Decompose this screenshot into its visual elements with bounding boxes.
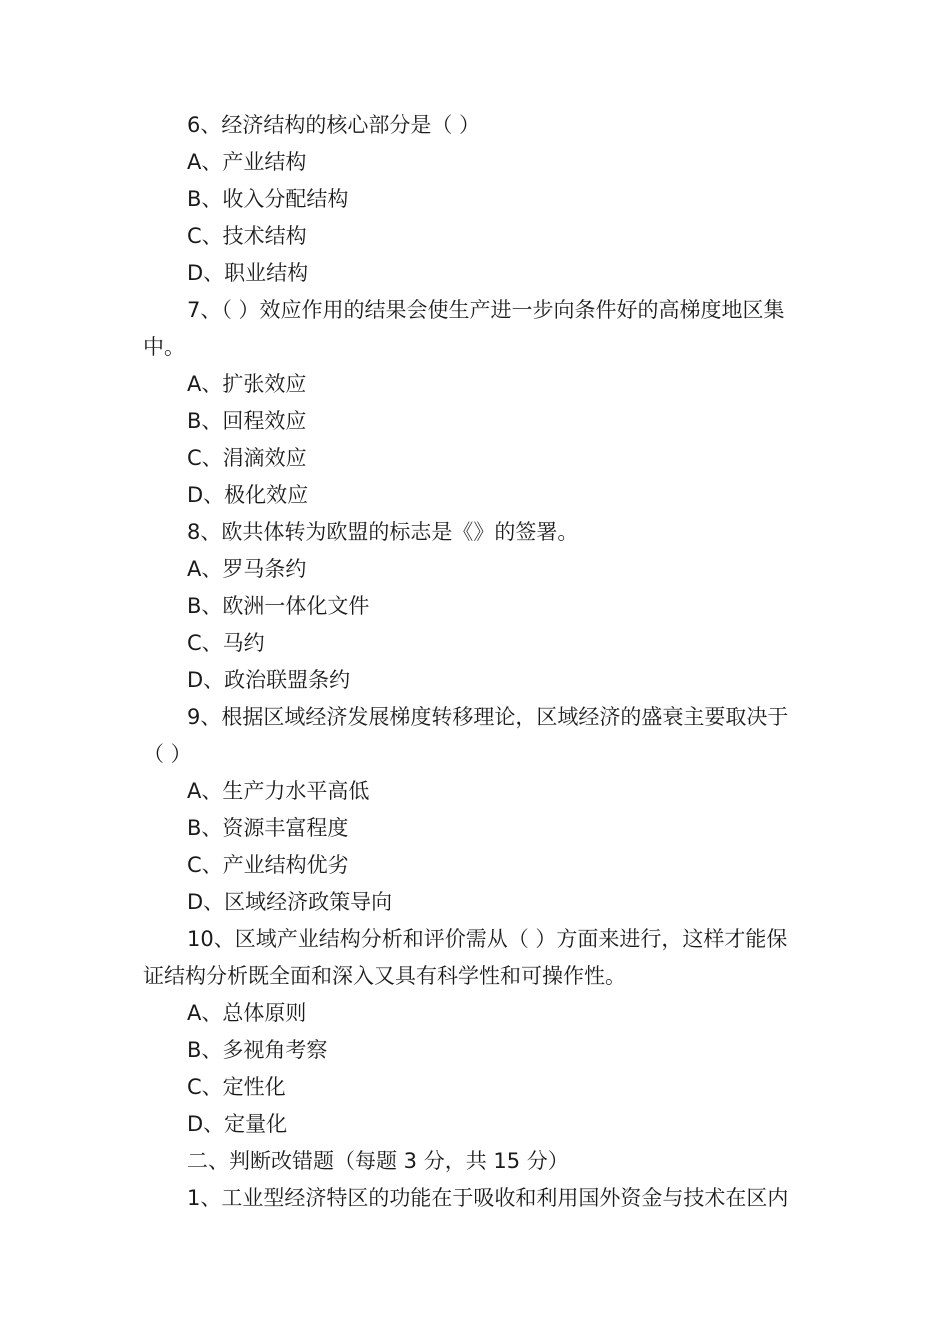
option-a: A、总体原则 (187, 1001, 307, 1025)
question-stem: 8、欧共体转为欧盟的标志是《》的签署。 (187, 520, 579, 544)
option-c: C、定性化 (187, 1075, 286, 1099)
option-c: C、技术结构 (187, 224, 307, 248)
question-stem-line1: 7、（ ）效应作用的结果会使生产进一步向条件好的高梯度地区集 (187, 298, 785, 322)
question-stem: 6、经济结构的核心部分是（ ） (187, 113, 481, 137)
section-heading: 二、判断改错题（每题 3 分，共 15 分） (187, 1149, 569, 1173)
question-6 (143, 107, 809, 292)
option-a: A、产业结构 (187, 150, 307, 174)
option-d: D、职业结构 (187, 261, 309, 285)
question-stem-line1: 10、区域产业结构分析和评价需从（ ）方面来进行，这样才能保 (187, 927, 788, 951)
option-b: B、欧洲一体化文件 (187, 594, 370, 618)
option-b: B、多视角考察 (187, 1038, 328, 1062)
option-d: D、政治联盟条约 (187, 668, 351, 692)
option-b: B、回程效应 (187, 409, 307, 433)
option-c: C、马约 (187, 631, 265, 655)
question-9 (143, 699, 809, 921)
question-stem-line1: 9、根据区域经济发展梯度转移理论，区域经济的盛衰主要取决于 (187, 705, 789, 729)
option-d: D、极化效应 (187, 483, 309, 507)
option-b: B、收入分配结构 (187, 187, 349, 211)
option-d: D、定量化 (187, 1112, 288, 1136)
question-stem-line2: （ ） (143, 742, 192, 766)
option-c: C、产业结构优劣 (187, 853, 349, 877)
question-stem-line2: 中。 (143, 335, 185, 359)
document-content (143, 107, 809, 1217)
option-a: A、扩张效应 (187, 372, 307, 396)
question-7 (143, 292, 809, 514)
question-8 (143, 514, 809, 699)
question-10 (143, 921, 809, 1143)
option-d: D、区域经济政策导向 (187, 890, 393, 914)
option-a: A、生产力水平高低 (187, 779, 370, 803)
question-stem-line2: 证结构分析既全面和深入又具有科学性和可操作性。 (143, 964, 626, 988)
true-false-question-1: 1、工业型经济特区的功能在于吸收和利用国外资金与技术在区内 (187, 1186, 789, 1210)
option-a: A、罗马条约 (187, 557, 307, 581)
option-c: C、涓滴效应 (187, 446, 307, 470)
option-b: B、资源丰富程度 (187, 816, 349, 840)
